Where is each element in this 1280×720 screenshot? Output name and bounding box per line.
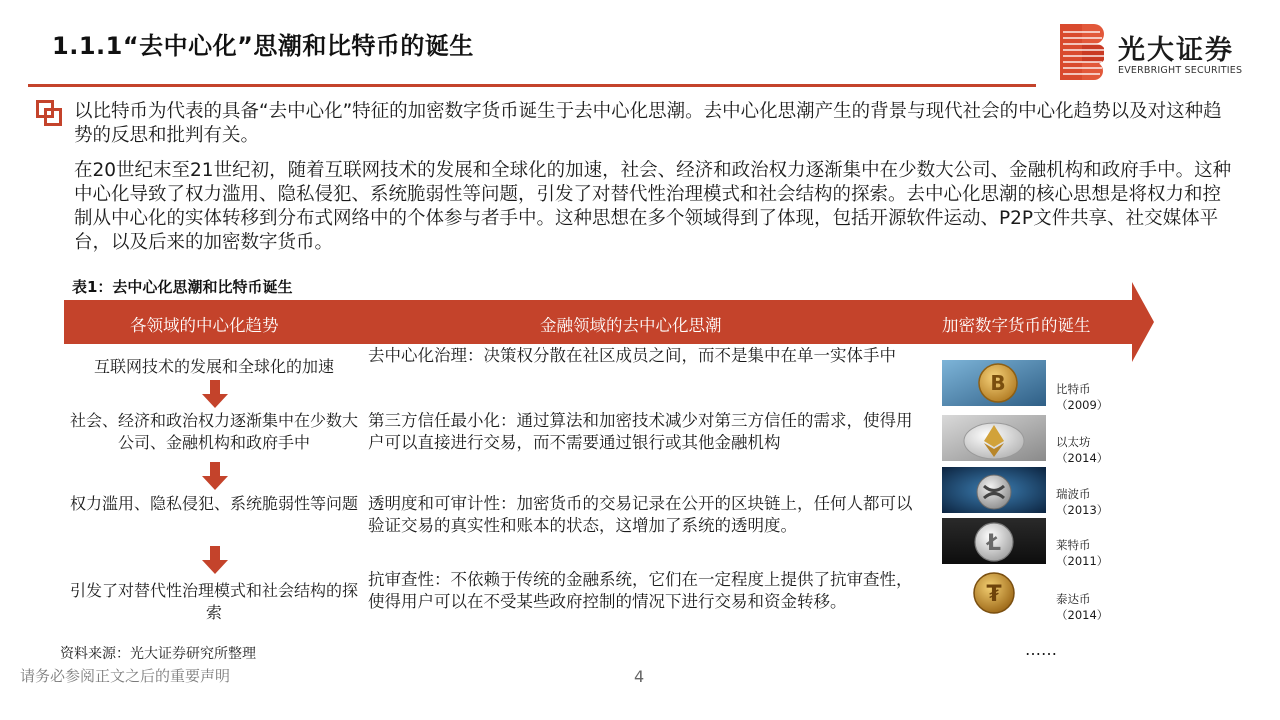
trend-item: 引发了对替代性治理模式和社会结构的探索 — [69, 581, 358, 622]
trend-item: 社会、经济和政治权力逐渐集中在少数大公司、金融机构和政府手中 — [69, 411, 358, 452]
coin-year: （2013） — [1056, 503, 1109, 517]
header-crypto-birth: 加密数字货币的诞生 — [942, 316, 1091, 335]
everbright-logo-icon — [1060, 24, 1104, 80]
logo-name-en: EVERBRIGHT SECURITIES — [1118, 65, 1243, 76]
table-title: 表1：去中心化思潮和比特币诞生 — [72, 278, 293, 296]
coin-name: 瑞波币 — [1056, 487, 1091, 501]
idea-item: 透明度和可审计性：加密货币的交易记录在公开的区块链上，任何人都可以验证交易的真实性和账本的状态，这增加了系统的透明度。 — [368, 494, 913, 535]
title-divider — [28, 84, 1036, 87]
company-logo — [1060, 24, 1270, 82]
intro-paragraph-2: 在20世纪末至21世纪初，随着互联网技术的发展和全球化的加速，社会、经济和政治权力逐渐集中在少数大公司、金融机构和政府手中。这种中心化导致了权力滥用、隐私侵犯、系统脆弱性等问题，引发了对替代性治理模式和社会结构的探索。去中心化思潮的核心思想是将权力和控制从中心化的实体转移到分布式网络中的个体参与者手中。这种思想在多个领域得到了体现，包括开源软件运动、P2P文件共享、社交媒体平台，以及后来的加密数字货币。 — [74, 160, 1232, 253]
header-decentralization-ideas: 金融领域的去中心化思潮 — [540, 316, 722, 335]
coin-year: （2009） — [1056, 398, 1109, 412]
intro-paragraph-1: 以比特币为代表的具备“去中心化”特征的加密数字货币诞生于去中心化思潮。去中心化思潮产生的背景与现代社会的中心化趋势以及对这种趋势的反思和批判有关。 — [74, 101, 1222, 146]
down-arrow-icon — [202, 380, 228, 408]
coin-name: 泰达币 — [1056, 592, 1091, 606]
down-arrow-icon — [202, 546, 228, 574]
tether-image — [942, 570, 1046, 616]
idea-item: 抗审查性：不依赖于传统的金融系统，它们在一定程度上提供了抗审查性，使得用户可以在不受某些政府控制的情况下进行交易和资金转移。 — [368, 570, 913, 611]
page-number: 4 — [634, 667, 645, 686]
coin-year: （2014） — [1056, 451, 1109, 465]
trend-item: 互联网技术的发展和全球化的加速 — [93, 357, 334, 376]
coin-name: 以太坊 — [1056, 435, 1091, 449]
source-note: 资料来源：光大证券研究所整理 — [60, 646, 256, 662]
svg-text:₮: ₮ — [986, 582, 1002, 607]
coin-label — [1056, 434, 1108, 466]
coin-label — [1056, 381, 1108, 413]
coin-label — [1056, 537, 1108, 569]
svg-text:Ł: Ł — [986, 531, 1002, 556]
litecoin-image — [942, 518, 1046, 564]
trend-item: 权力滥用、隐私侵犯、系统脆弱性等问题 — [69, 494, 358, 513]
bitcoin-image — [942, 360, 1046, 406]
logo-name-cn: 光大证券 — [1118, 35, 1234, 66]
coin-year: （2011） — [1056, 554, 1109, 568]
down-arrow-icon — [202, 462, 228, 490]
coin-label — [1056, 591, 1108, 623]
ethereum-image — [942, 415, 1046, 461]
coin-name: 比特币 — [1056, 382, 1091, 396]
svg-text:B: B — [990, 371, 1006, 395]
square-bullet-icon — [36, 100, 62, 126]
more-coins-ellipsis: …… — [1025, 640, 1057, 659]
slide-title: 1.1.1“去中心化”思潮和比特币的诞生 — [52, 32, 474, 60]
header-centralization-trends: 各领域的中心化趋势 — [130, 316, 279, 335]
coin-label — [1056, 486, 1108, 518]
idea-item: 去中心化治理：决策权分散在社区成员之间，而不是集中在单一实体手中 — [368, 346, 896, 365]
coin-name: 莱特币 — [1056, 538, 1091, 552]
ripple-image — [942, 467, 1046, 513]
disclaimer: 请务必参阅正文之后的重要声明 — [20, 667, 231, 685]
idea-item: 第三方信任最小化：通过算法和加密技术减少对第三方信任的需求，使得用户可以直接进行交易，而不需要通过银行或其他金融机构 — [368, 411, 913, 452]
coin-year: （2014） — [1056, 608, 1109, 622]
